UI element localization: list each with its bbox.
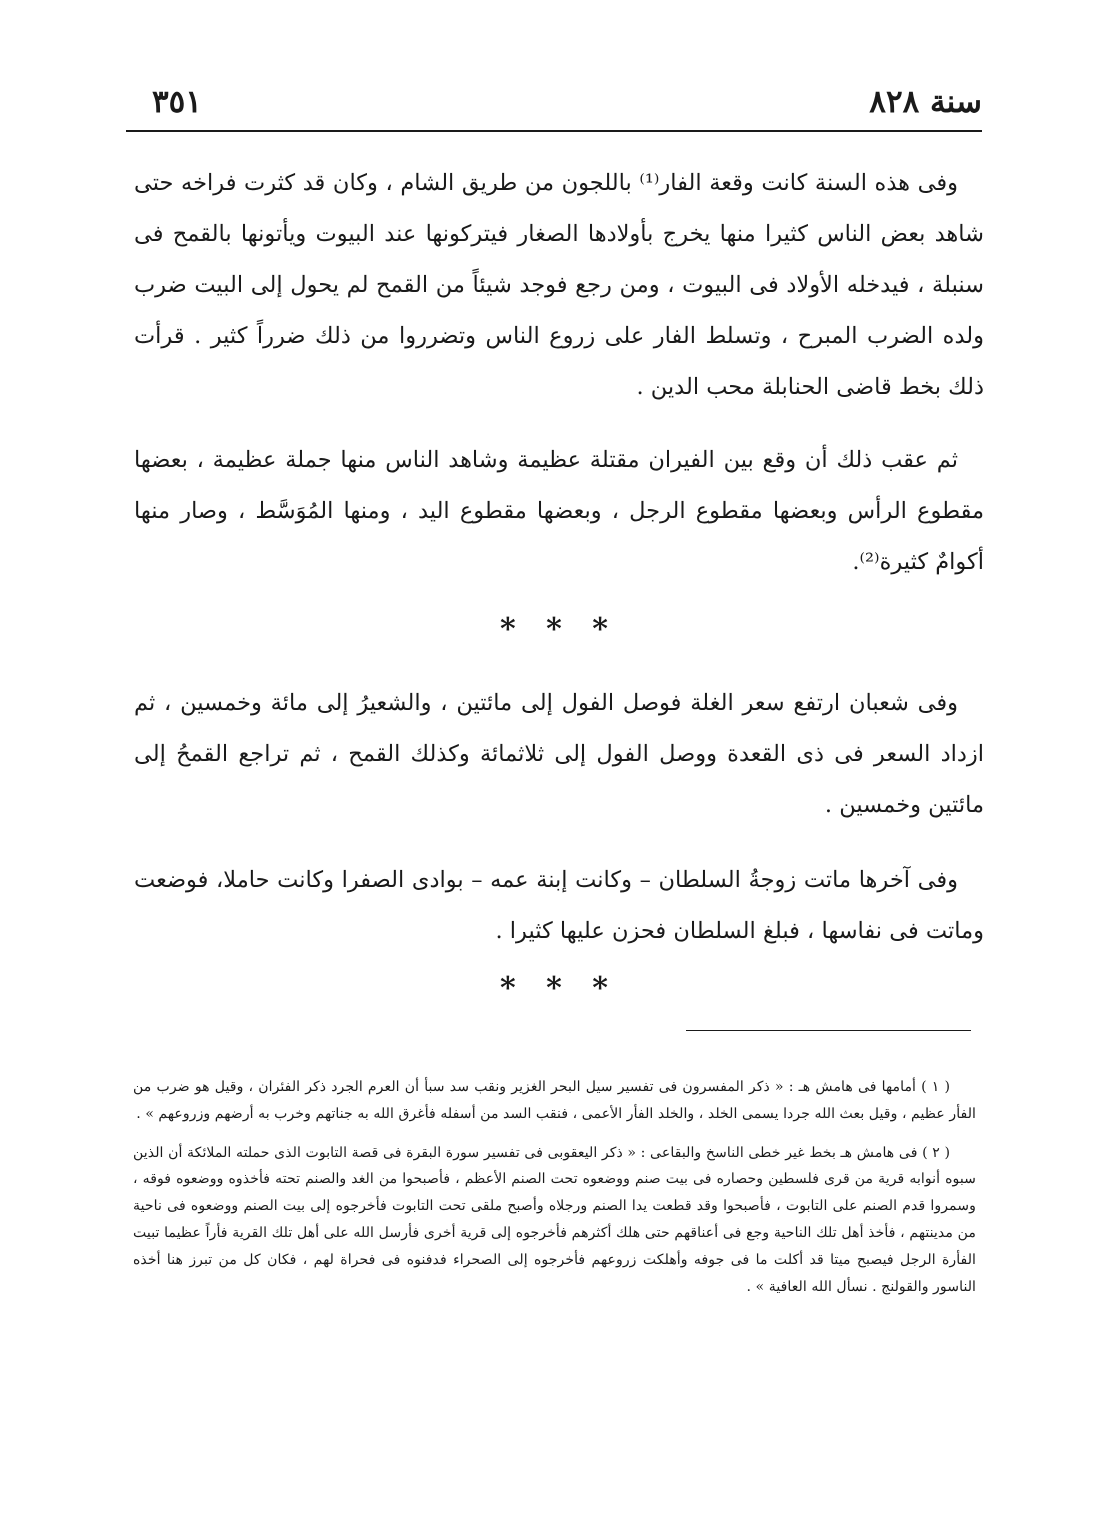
footnotes (133, 1074, 976, 1300)
paragraph-mouse-fight: ثم عقب ذلك أن وقع بين الفيران مقتلة عظيمة وشاهد الناس منها جملة عظيمة ، بعضها مقطوع الرأس وبعضها مقطوع الرجل ، وبعضها مقطوع اليد ، ومنها المُوَسَّط ، وصار منها أكوامٌ كثيرة⁽²⁾. (134, 447, 984, 575)
page-header (126, 82, 982, 132)
section-separator: * * * (500, 971, 618, 1006)
running-title: سنة ٨٢٨ (869, 84, 982, 120)
paragraph-prices: وفى شعبان ارتفع سعر الغلة فوصل الفول إلى مائتين ، والشعيرُ إلى مائة وخمسين ، ثم ازداد السعر فى ذى القعدة ووصل الفول إلى ثلاثمائة وكذلك القمح ، ثم تراجع القمحُ إلى مائتين وخمسين . (134, 690, 984, 818)
footnote-1: ( ١ ) أمامها فى هامش هـ : « ذكر المفسرون فى تفسير سيل البحر الغزير ونقب سد سبأ أن العرم الجرد ذكر الفئران ، وقيل هو ضرب من الفأر عظيم ، وقيل بعث الله جردا يسمى الخلد ، والخلد الفأر الأعمى ، فنقب السد من أسفله فأغرق الله به جناتهم وخرب به أرضهم وزروعهم » . (133, 1079, 976, 1122)
paragraph-sultan-wife: وفى آخرها ماتت زوجةُ السلطان – وكانت إبنة عمه – بوادى الصفرا وكانت حاملا، فوضعت وماتت فى نفاسها ، فبلغ السلطان فحزن عليها كثيرا . (134, 867, 984, 944)
page-number: ٣٥١ (152, 84, 202, 120)
section-separator: * * * (500, 612, 618, 647)
main-text (134, 158, 984, 1009)
footnote-2: ( ٢ ) فى هامش هـ بخط غير خطى الناسخ والبقاعى : « ذكر اليعقوبى فى تفسير سورة البقرة فى قصة التابوت الذى حملته الملائكة أن الذين سبوه أنوابه قرية من قرى فلسطين وحصاره فى بيت صنم ووضعوه تحت الصنم الأعظم ، فأصبحوا من الغد والصنم تحته فأخذوه ووضعوه فوقه ، وسمروا قدم الصنم على التابوت ، فأصبحوا وقد قطعت يدا الصنم ورجلاه وأصبح ملقى تحت التابوت فأخرجوه إلى بيت الصنم ووضعوه فى ناحية من مدينتهم ، فأخذ أهل تلك الناحية وجع فى أعناقهم حتى هلك أكثرهم فأخرجوه إلى قرية أخرى فأرسل الله على أهل تلك القرية فأراً عظيما تبيت الفأرة الرجل فيصبح ميتا قد أكلت ما فى جوفه وأهلكت زروعهم فأخرجوه إلى الصحراء فدفنوه فى فحراة لهم ، فكان كل من تبرز هنا أخذه الناسور والقولنج . نسأل الله العافية » . (133, 1144, 976, 1295)
footnote-divider (686, 1030, 971, 1031)
paragraph-mouse-event: وفى هذه السنة كانت وقعة الفار⁽¹⁾ باللجون من طريق الشام ، وكان قد كثرت فراخه حتى شاهد بعض الناس كثيرا منها يخرج بأولادها الصغار فيتركونها عند البيوت ويأتونها بالقمح فى سنبلة ، فيدخله الأولاد فى البيوت ، ومن رجع فوجد شيئاً من القمح لم يحول إلى البيت ضرب ولده الضرب المبرح ، وتسلط الفار على زروع الناس وتضرروا من ذلك ضرراً كثير . قرأت ذلك بخط قاضى الحنابلة محب الدين . (134, 170, 984, 400)
